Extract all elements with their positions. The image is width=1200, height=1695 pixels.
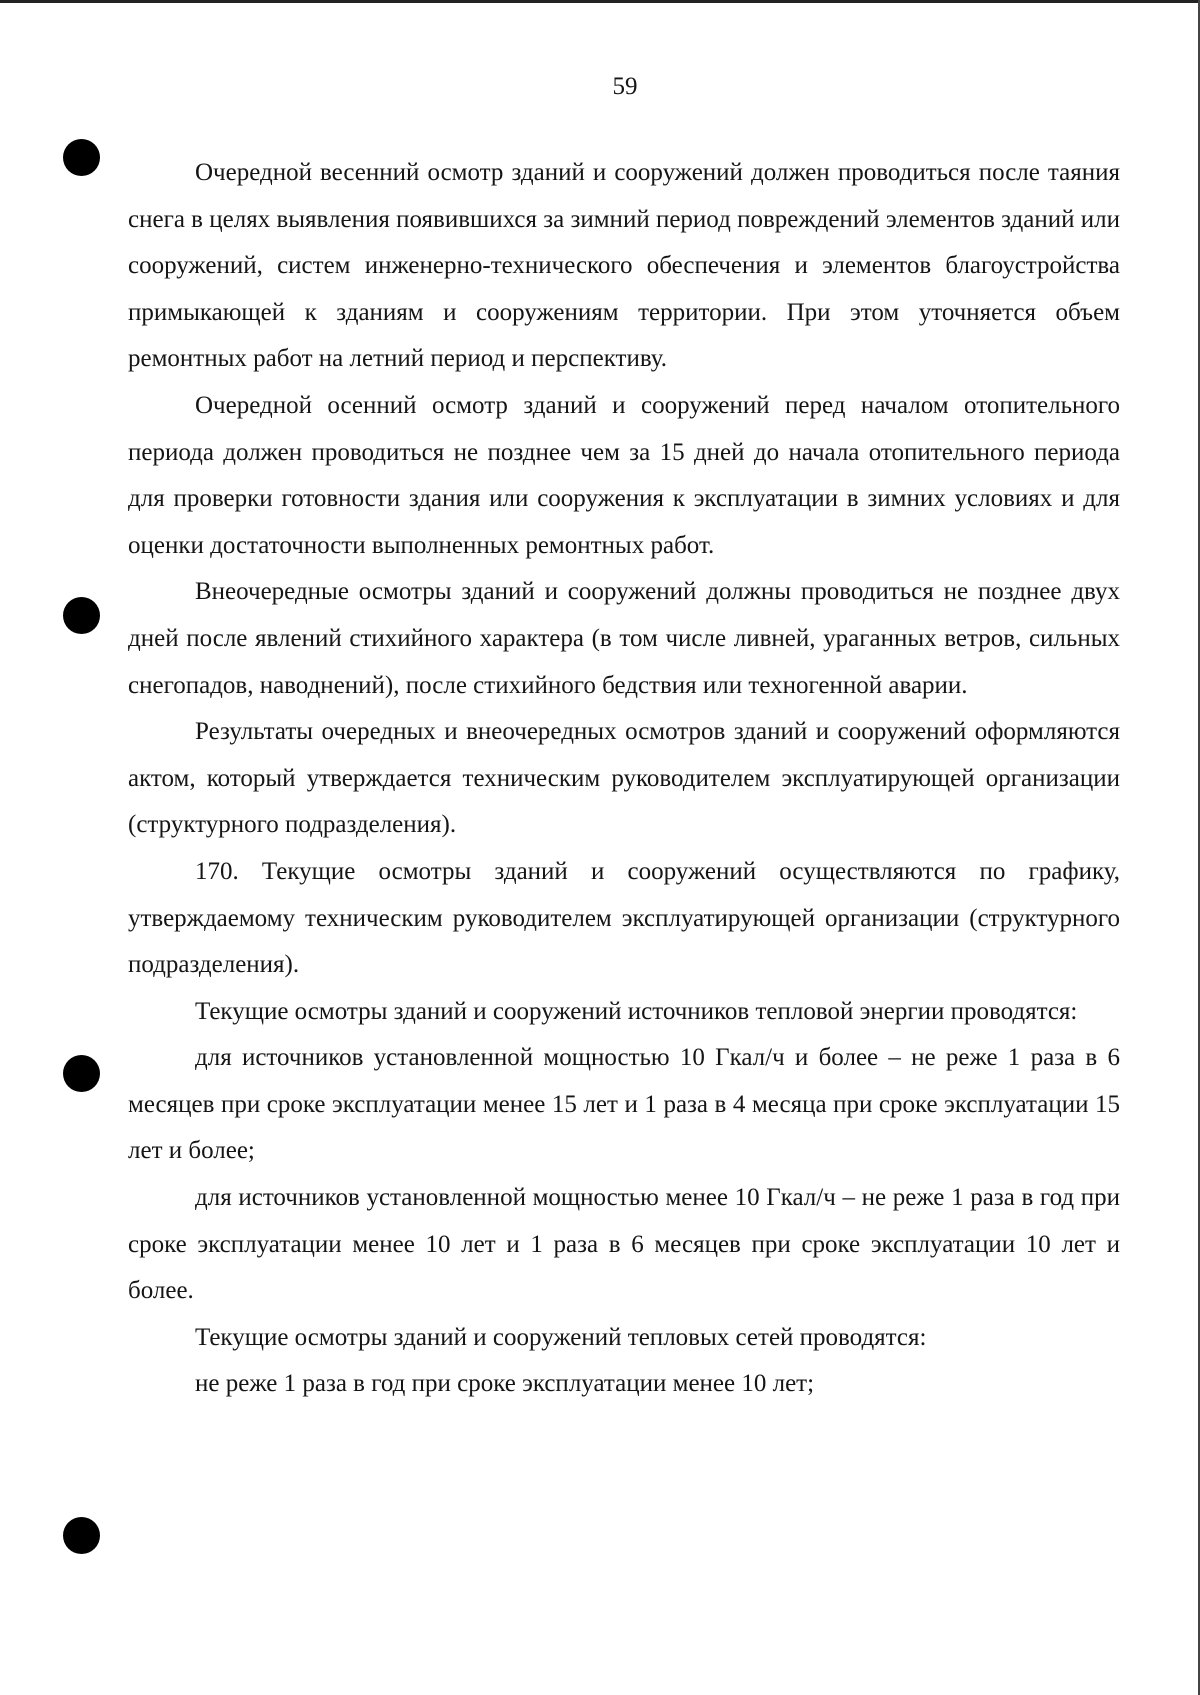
paragraph-heat-networks-frequency: не реже 1 раза в год при сроке эксплуатации менее 10 лет; (195, 1370, 815, 1398)
paragraph-heat-networks-intro: Текущие осмотры зданий и сооружений тепловых сетей проводятся: (195, 1323, 927, 1351)
paragraph-heat-sources-large: для источников установленной мощностью 10 Гкал/ч и более – не реже 1 раза в 6 месяцев при сроке эксплуатации менее 15 лет и 1 раза в 4 месяца при сроке эксплуатации 15 лет и более; (128, 1044, 1120, 1165)
page-number: 59 (612, 73, 638, 100)
paragraph-extraordinary-inspection: Внеочередные осмотры зданий и сооружений должны проводиться не позднее двух дней после явлений стихийного характера (в том числе ливней, ураганных ветров, сильных снегопадов, наводнений), после стихийного бедствия или техногенной аварии. (128, 578, 1120, 699)
paragraph-spring-inspection: Очередной весенний осмотр зданий и сооружений должен проводиться после таяния снега в целях выявления появившихся за зимний период повреждений элементов зданий или сооружений, систем инженерно-технического обеспечения и элементов благоустройства примыкающей к зданиям и сооружениям территории. При этом уточняется объем ремонтных работ на летний период и перспективу. (128, 159, 1120, 373)
scan-edge-top (0, 0, 1200, 3)
paragraph-autumn-inspection: Очередной осенний осмотр зданий и сооружений перед началом отопительного периода должен проводиться не позднее чем за 15 дней до начала отопительного периода для проверки готовности здания или сооружения к эксплуатации в зимних условиях и для оценки достаточности выполненных ремонтных работ. (128, 391, 1120, 559)
punch-hole-2 (63, 597, 100, 634)
paragraph-item-170: 170. Текущие осмотры зданий и сооружений осуществляются по графику, утверждаемому техническим руководителем эксплуатирующей организации (структурного подразделения). (128, 857, 1120, 979)
paragraph-inspection-results: Результаты очередных и внеочередных осмотров зданий и сооружений оформляются актом, который утверждается техническим руководителем эксплуатирующей организации (структурного подразделения). (128, 718, 1120, 839)
paragraph-heat-sources-intro: Текущие осмотры зданий и сооружений источников тепловой энергии проводятся: (195, 997, 1078, 1025)
punch-hole-3 (63, 1055, 100, 1092)
punch-hole-4 (63, 1517, 100, 1554)
paragraph-heat-sources-small: для источников установленной мощностью менее 10 Гкал/ч – не реже 1 раза в год при сроке эксплуатации менее 10 лет и 1 раза в 6 месяцев при сроке эксплуатации 10 лет и более. (128, 1184, 1120, 1305)
punch-hole-1 (63, 139, 100, 176)
document-body (128, 150, 1120, 1408)
